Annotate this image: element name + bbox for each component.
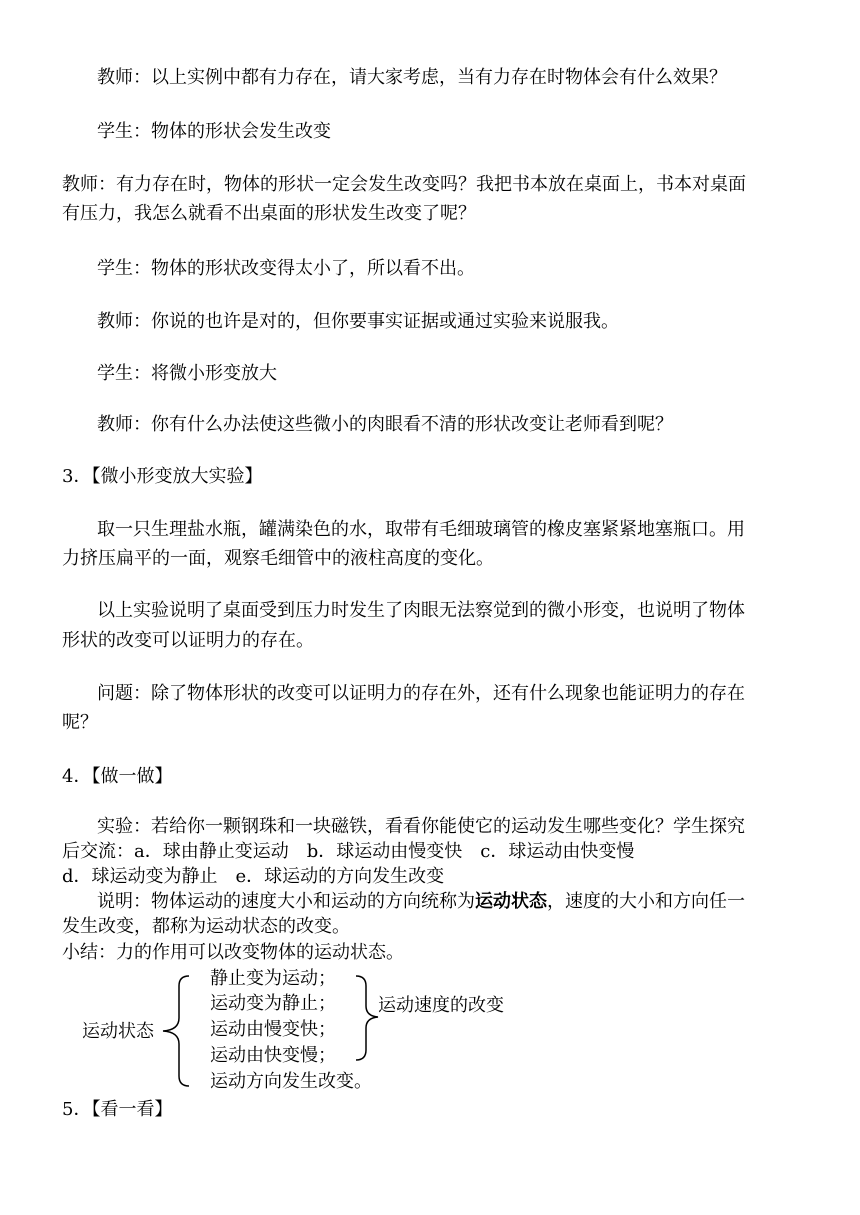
experiment-para-line1: 取一只生理盐水瓶，罐满染色的水，取带有毛细玻璃管的橡皮塞紧紧地塞瓶口。用	[97, 519, 745, 540]
dialogue-teacher-1: 教师：以上实例中都有力存在，请大家考虑，当有力存在时物体会有什么效果？	[97, 67, 727, 88]
experiment-para-line2: 力挤压扁平的一面，观察毛细管中的液柱高度的变化。	[62, 548, 494, 569]
activity-para-line3: d．球运动变为静止 e．球运动的方向发生改变	[62, 866, 445, 887]
explanation-para-line1	[97, 891, 745, 913]
dialogue-teacher-2-line2: 有压力，我怎么就看不出桌面的形状发生改变了呢？	[62, 203, 476, 224]
summary-line: 小结：力的作用可以改变物体的运动状态。	[62, 942, 404, 963]
dialogue-student-1: 学生：物体的形状会发生改变	[97, 121, 331, 142]
explanation-text-pre: 说明：物体运动的速度大小和运动的方向统称为	[97, 891, 475, 912]
activity-para-line1: 实验：若给你一颗钢珠和一块磁铁，看看你能使它的运动发生哪些变化？学生探究	[97, 816, 745, 837]
conclusion-para-line2: 形状的改变可以证明力的存在。	[62, 630, 314, 651]
diagram-root-label: 运动状态	[82, 1021, 154, 1042]
activity-para-line2: 后交流：a．球由静止变运动 b．球运动由慢变快 c．球运动由快变慢	[62, 841, 635, 862]
explanation-text-post: ，速度的大小和方向任一	[547, 891, 745, 912]
question-para-line1: 问题：除了物体形状的改变可以证明力的存在外，还有什么现象也能证明力的存在	[97, 683, 745, 704]
diagram-item: 运动变为静止；	[210, 993, 336, 1014]
motion-state-term: 运动状态	[475, 891, 547, 912]
diagram-item: 运动由快变慢；	[210, 1045, 336, 1066]
dialogue-student-2: 学生：物体的形状改变得太小了，所以看不出。	[97, 258, 475, 279]
conclusion-para-line1: 以上实验说明了桌面受到压力时发生了肉眼无法察觉到的微小形变，也说明了物体	[97, 600, 745, 621]
section-heading-5: 5．【看一看】	[62, 1099, 173, 1120]
section-heading-4: 4．【做一做】	[62, 766, 173, 787]
diagram-item: 静止变为运动；	[210, 968, 336, 989]
question-para-line2: 呢？	[62, 712, 98, 733]
diagram-item: 运动由慢变快；	[210, 1019, 336, 1040]
dialogue-teacher-4: 教师：你有什么办法使这些微小的肉眼看不清的形状改变让老师看到呢？	[97, 414, 673, 435]
right-brace	[352, 970, 382, 1066]
section-heading-3: 3．【微小形变放大实验】	[62, 466, 263, 487]
dialogue-student-3: 学生：将微小形变放大	[97, 363, 277, 384]
dialogue-teacher-3: 教师：你说的也许是对的，但你要事实证据或通过实验来说服我。	[97, 311, 619, 332]
left-brace	[155, 970, 195, 1092]
diagram-group-label: 运动速度的改变	[378, 995, 504, 1016]
explanation-para-line2: 发生改变，都称为运动状态的改变。	[62, 916, 350, 937]
diagram-item: 运动方向发生改变。	[210, 1071, 372, 1092]
dialogue-teacher-2-line1: 教师：有力存在时，物体的形状一定会发生改变吗？我把书本放在桌面上，书本对桌面	[62, 174, 746, 195]
